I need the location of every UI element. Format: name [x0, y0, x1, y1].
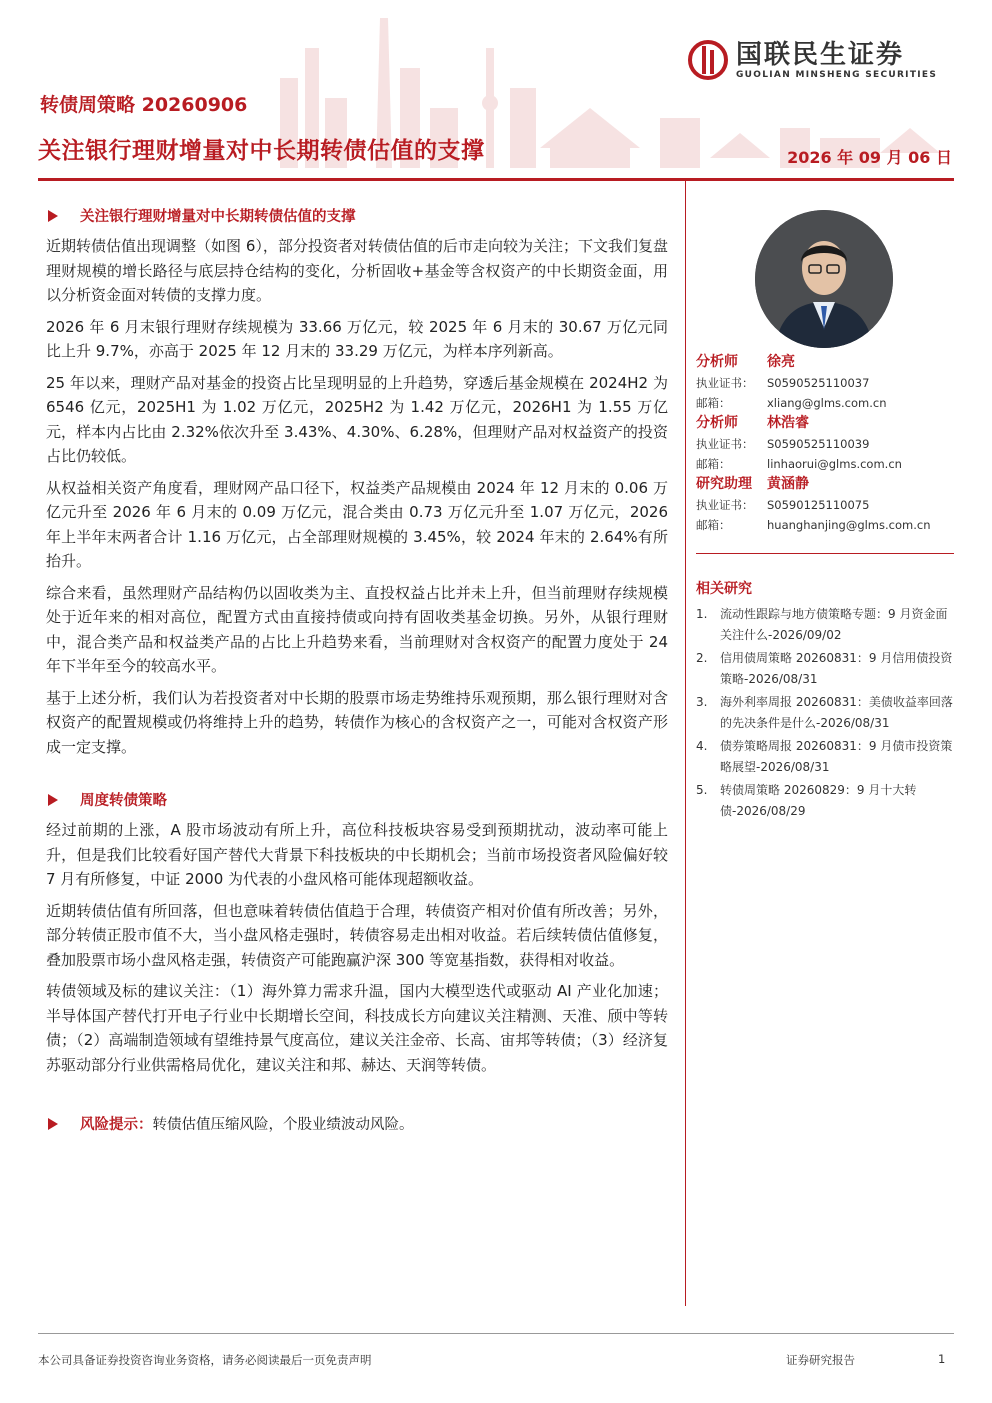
body-paragraph: 25 年以来，理财产品对基金的投资占比呈现明显的上升趋势，穿透后基金规模在 2024H2 为 6546 亿元，2025H1 为 1.02 万亿元，2025H2 为 1.42 万亿元，2026H1 为 1.55 万亿元，样本内占比由 2.32%依次升至 3.43%、4.30%、6.28%，但理财产品对权益资产的投资占比仍较低。 [46, 373, 668, 465]
analyst-name: 徐亮 [767, 354, 795, 370]
related-item-number: 4. [696, 739, 708, 753]
risk-warning [46, 1113, 668, 1134]
analyst-name: 黄涵静 [767, 476, 809, 492]
related-heading: 相关研究 [696, 581, 752, 597]
related-item-text: 海外利率周报 20260831：美债收益率回落的先决条件是什么-2026/08/31 [720, 695, 953, 730]
body-paragraph: 近期转债估值有所回落，但也意味着转债估值趋于合理，转债资产相对价值有所改善；另外，部分转债正股市值不大，当小盘风格走强时，转债容易走出相对收益。若后续转债估值修复，叠加股票市场小盘风格走强，转债资产可能跑赢沪深 300 等宽基指数，获得相对收益。 [46, 901, 668, 969]
arrow-bullet-icon [48, 794, 58, 806]
related-item-number: 5. [696, 783, 708, 797]
email-label: 邮箱： [696, 396, 731, 410]
report-title: 关注银行理财增量对中长期转债估值的支撑 [38, 138, 485, 164]
cert-label: 执业证书： [696, 376, 754, 390]
analyst-block [696, 474, 954, 535]
logo-chinese-name: 国联民生证券 [736, 40, 905, 70]
header-divider [38, 178, 954, 181]
company-logo [688, 40, 937, 80]
section-heading-text: 周度转债策略 [80, 793, 167, 809]
analyst-role: 分析师 [696, 415, 738, 431]
body-paragraph: 2026 年 6 月末银行理财存续规模为 33.66 万亿元，较 2025 年 6 月末的 30.67 万亿元同比上升 9.7%，亦高于 2025 年 12 月末的 33.29 万亿元，为样本序列新高。 [46, 317, 668, 360]
section-heading [46, 789, 668, 810]
footer-disclaimer: 本公司具备证券投资咨询业务资格，请务必阅读最后一页免责声明 [38, 1353, 372, 1367]
analyst-email[interactable]: linhaorui@glms.com.cn [767, 457, 902, 471]
related-item[interactable] [696, 780, 954, 821]
analyst-role: 研究助理 [696, 476, 752, 492]
body-paragraph: 基于上述分析，我们认为若投资者对中长期的股票市场走势维持乐观预期，那么银行理财对含权资产的配置规模或仍将维持上升的趋势，转债作为核心的含权资产之一，可能对含权资产形成一定支撑。 [46, 688, 668, 756]
logo-mark-icon [688, 40, 728, 80]
report-series: 转债周策略 20260906 [40, 94, 248, 116]
analyst-divider [696, 553, 954, 554]
cert-label: 执业证书： [696, 437, 754, 451]
arrow-bullet-icon [48, 1118, 58, 1130]
footer-divider [38, 1333, 954, 1334]
related-item-text: 转债周策略 20260829：9 月十大转债-2026/08/29 [720, 783, 917, 818]
related-research [696, 578, 954, 824]
cert-number: S0590525110037 [767, 376, 870, 390]
related-item-text: 信用债周策略 20260831：9 月信用债投资策略-2026/08/31 [720, 651, 953, 686]
main-content [46, 205, 668, 1134]
footer-report-type: 证券研究报告 [786, 1353, 855, 1367]
related-item[interactable] [696, 736, 954, 777]
analyst-block [696, 413, 954, 474]
column-divider [685, 181, 686, 1306]
page-number: 1 [938, 1352, 946, 1366]
analyst-photo [755, 210, 893, 348]
cert-number: S0590125110075 [767, 498, 870, 512]
body-paragraph: 近期转债估值出现调整（如图 6），部分投资者对转债估值的后市走向较为关注；下文我们复盘理财规模的增长路径与底层持仓结构的变化，分析固收+基金等含权资产的中长期资金面，用以分析资金面对转债的支撑力度。 [46, 237, 668, 304]
analyst-block [696, 352, 954, 413]
email-label: 邮箱： [696, 518, 731, 532]
body-paragraph: 经过前期的上涨，A 股市场波动有所上升，高位科技板块容易受到预期扰动，波动率可能上升，但是我们比较看好国产替代大背景下科技板块的中长期机会；当前市场投资者风险偏好较 7 月有所修复，中证 2000 为代表的小盘风格可能体现超额收益。 [46, 821, 668, 888]
body-paragraph: 综合来看，虽然理财产品结构仍以固收类为主、直投权益占比并未上升，但当前理财存续规模处于近年来的相对高位，配置方式由直接持债或向持有固收类基金切换。另外，从银行理财中，混合类产品和权益类产品的占比上升趋势来看，当前理财对含权资产的配置力度处于 24 年下半年至今的较高水平。 [46, 583, 668, 675]
analyst-email[interactable]: xliang@glms.com.cn [767, 396, 887, 410]
related-item[interactable] [696, 648, 954, 689]
related-item-text: 债券策略周报 20260831：9 月债市投资策略展望-2026/08/31 [720, 739, 953, 774]
section-heading [46, 205, 668, 226]
related-item-text: 流动性跟踪与地方债策略专题：9 月资金面关注什么-2026/09/02 [720, 607, 948, 642]
related-item-number: 2. [696, 651, 708, 665]
body-paragraph: 转债领域及标的建议关注：（1）海外算力需求升温，国内大模型迭代或驱动 AI 产业化加速；半导体国产替代打开电子行业中长期增长空间，科技成长方向建议关注精测、天准、颀中等转债；（2）高端制造领域有望维持景气度高位，建议关注金帝、长高、宙邦等转债；（3）经济复苏驱动部分行业供需格局优化，建议关注和邦、赫达、天润等转债。 [46, 982, 668, 1074]
body-paragraph: 从权益相关资产角度看，理财网产品口径下，权益类产品规模由 2024 年 12 月末的 0.06 万亿元升至 2026 年 6 月末的 0.09 万亿元，混合类由 0.73 万亿元升至 1.07 万亿元，2026 年上半年末两者合计 1.16 万亿元，占全部理财规模的 3.45%，较 2024 年末的 2.64%有所抬升。 [46, 478, 668, 570]
person-avatar-icon [755, 210, 893, 348]
risk-label: 风险提示： [80, 1117, 153, 1133]
email-label: 邮箱： [696, 457, 731, 471]
related-item-number: 1. [696, 607, 708, 621]
cert-number: S0590525110039 [767, 437, 870, 451]
analyst-email[interactable]: huanghanjing@glms.com.cn [767, 518, 931, 532]
section-heading-text: 关注银行理财增量对中长期转债估值的支撑 [80, 209, 356, 225]
arrow-bullet-icon [48, 210, 58, 222]
related-item[interactable] [696, 604, 954, 645]
logo-english-name: GUOLIAN MINSHENG SECURITIES [736, 70, 938, 80]
cert-label: 执业证书： [696, 498, 754, 512]
report-date: 2026 年 09 月 06 日 [787, 148, 952, 167]
risk-text: 转债估值压缩风险，个股业绩波动风险。 [152, 1117, 414, 1133]
analyst-info [696, 352, 954, 554]
analyst-role: 分析师 [696, 354, 738, 370]
related-item[interactable] [696, 692, 954, 733]
related-item-number: 3. [696, 695, 708, 709]
analyst-name: 林浩睿 [767, 415, 809, 431]
